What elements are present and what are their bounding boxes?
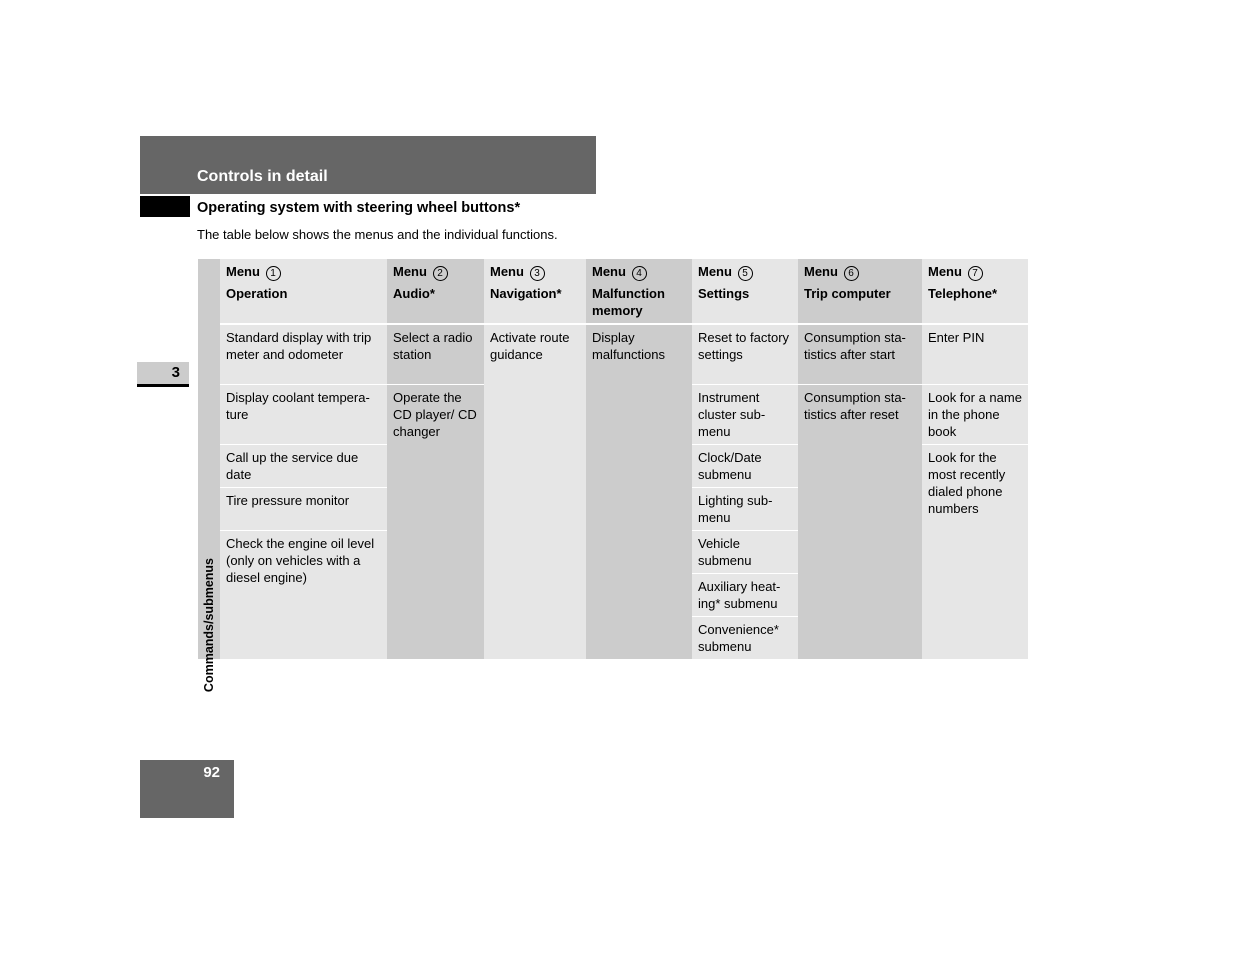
menu-word: Menu <box>928 264 962 279</box>
menu-number-circle: 1 <box>266 266 281 281</box>
menu-3-header <box>484 259 586 283</box>
operation-item: Tire pressure monitor <box>220 488 387 531</box>
chapter-tab <box>137 362 189 387</box>
menu-4-title: Malfunction memory <box>586 283 692 324</box>
settings-item: Clock/Date submenu <box>692 445 798 488</box>
operation-item: Check the engine oil level (only on vehicles with a diesel engine) <box>220 531 387 660</box>
settings-item: Lighting sub-menu <box>692 488 798 531</box>
operation-item: Call up the service due date <box>220 445 387 488</box>
telephone-item: Look for the most recently dialed phone numbers <box>922 445 1028 660</box>
menu-3-title: Navigation* <box>484 283 586 324</box>
section-title: Operating system with steering wheel buttons* <box>197 200 521 216</box>
header-bar <box>140 136 596 194</box>
menu-6-title: Trip computer <box>798 283 922 324</box>
menu-5-title: Settings <box>692 283 798 324</box>
side-label: Commands/submenus <box>202 558 216 693</box>
menu-number-circle: 2 <box>433 266 448 281</box>
menu-word: Menu <box>393 264 427 279</box>
audio-item: Select a radio station <box>387 324 484 385</box>
audio-item: Operate the CD player/ CD changer <box>387 385 484 660</box>
telephone-item: Look for a name in the phone book <box>922 385 1028 445</box>
malfunction-item: Display malfunctions <box>586 324 692 659</box>
menu-word: Menu <box>226 264 260 279</box>
intro-text: The table below shows the menus and the individual functions. <box>197 227 558 242</box>
menu-7-header <box>922 259 1028 283</box>
menu-1-header <box>220 259 387 283</box>
menu-table <box>198 259 1028 693</box>
menu-number-row <box>198 259 1028 283</box>
menu-word: Menu <box>490 264 524 279</box>
settings-item: Vehicle submenu <box>692 531 798 574</box>
chapter-number: 3 <box>171 364 180 381</box>
operation-item: Display coolant tempera-ture <box>220 385 387 445</box>
menu-word: Menu <box>592 264 626 279</box>
page-number: 92 <box>203 764 220 781</box>
telephone-item: Enter PIN <box>922 324 1028 385</box>
menu-number-circle: 4 <box>632 266 647 281</box>
menu-word: Menu <box>698 264 732 279</box>
menu-number-circle: 6 <box>844 266 859 281</box>
section-marker <box>140 196 190 217</box>
menu-5-header <box>692 259 798 283</box>
menu-7-title: Telephone* <box>922 283 1028 324</box>
menu-1-title: Operation <box>220 283 387 324</box>
menu-2-title: Audio* <box>387 283 484 324</box>
page-header-title: Controls in detail <box>197 168 328 185</box>
settings-item: Reset to factory settings <box>692 324 798 385</box>
menu-number-circle: 7 <box>968 266 983 281</box>
navigation-item: Activate route guidance <box>484 324 586 659</box>
settings-item: Convenience* submenu <box>692 617 798 660</box>
settings-item: Instrument cluster sub-menu <box>692 385 798 445</box>
trip-item: Consumption sta-tistics after reset <box>798 385 922 660</box>
operation-item: Standard display with trip meter and odometer <box>220 324 387 385</box>
settings-item: Auxiliary heat-ing* submenu <box>692 574 798 617</box>
trip-item: Consumption sta-tistics after start <box>798 324 922 385</box>
header-corner <box>198 259 220 324</box>
menu-6-header <box>798 259 922 283</box>
side-label-cell <box>198 324 220 693</box>
menu-number-circle: 5 <box>738 266 753 281</box>
page-number-box <box>140 760 234 818</box>
menu-word: Menu <box>804 264 838 279</box>
menu-number-circle: 3 <box>530 266 545 281</box>
menu-2-header <box>387 259 484 283</box>
menu-title-row <box>198 283 1028 324</box>
table-row <box>198 324 1028 385</box>
menu-4-header <box>586 259 692 283</box>
